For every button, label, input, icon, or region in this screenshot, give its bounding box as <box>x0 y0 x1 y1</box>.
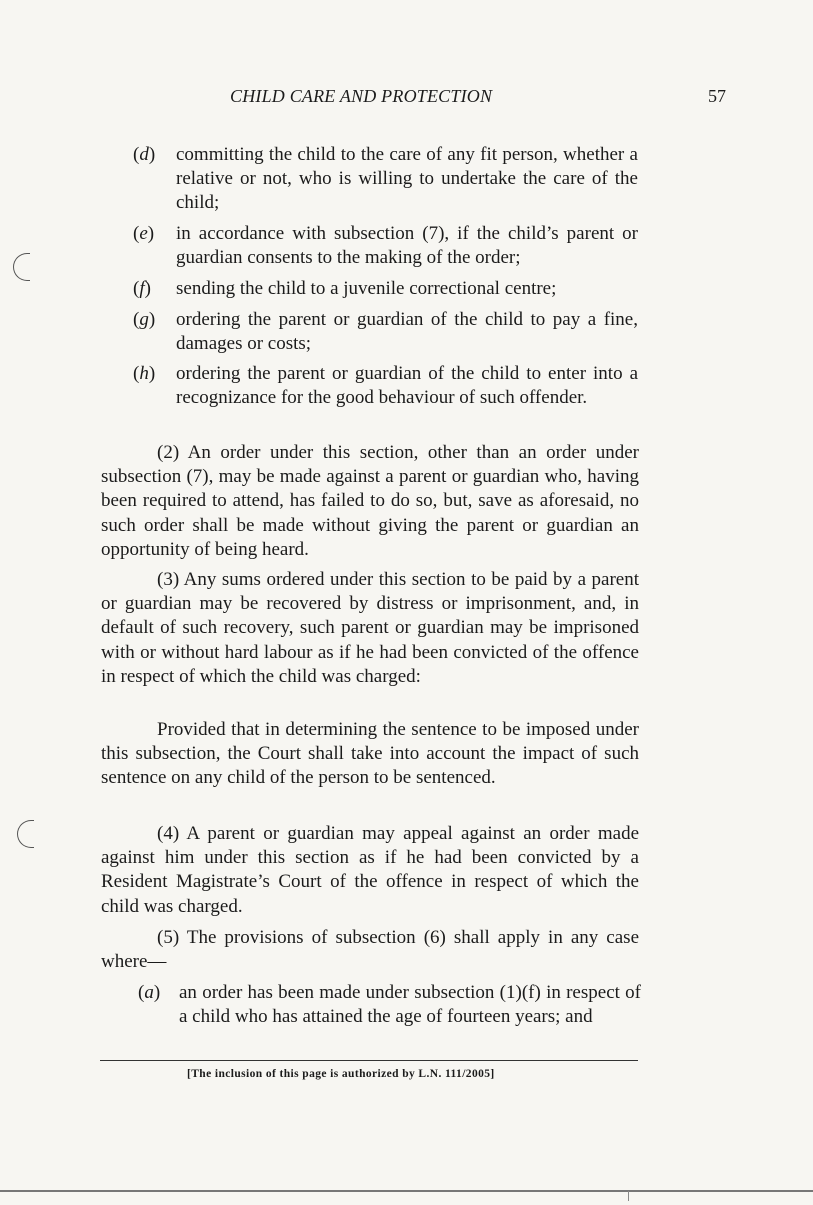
proviso-paragraph: Provided that in determining the sentence to be imposed under this subsection, the Court shall take into account the impact of such sentence on any child of the person to be sentenced. <box>101 719 639 789</box>
item-text: an order has been made under subsection (1)(f) in respect of a child who has attained the age of fourteen years; and <box>179 982 641 1027</box>
footer-note: [The inclusion of this page is authorized by L.N. 111/2005] <box>187 1068 495 1080</box>
list-item-e <box>133 222 638 270</box>
footer-divider <box>100 1060 638 1061</box>
list-item-d <box>133 143 638 215</box>
list-item-g <box>133 308 638 356</box>
paragraph-5: (5) The provisions of subsection (6) shall apply in any case where— <box>101 927 639 973</box>
paragraph-2: (2) An order under this section, other than an order under subsection (7), may be made against a parent or guardian who, having been required to attend, has failed to do so, but, save as aforesaid, no such order shall be made without giving the parent or guardian an opportunity of being heard. <box>101 442 639 560</box>
item-text: ordering the parent or guardian of the child to enter into a recognizance for the good behaviour of such offender. <box>176 363 638 408</box>
page-number: 57 <box>708 86 726 106</box>
paragraph-3: (3) Any sums ordered under this section to be paid by a parent or guardian may be recovered by distress or imprisonment, and, in default of such recovery, such parent or guardian may be imprisoned with or without hard labour as if he had been convicted of the offence in respect of which the child was charged: <box>101 569 639 687</box>
item-text: in accordance with subsection (7), if the child’s parent or guardian consents to the making of the order; <box>176 223 638 268</box>
binder-hole-mark <box>17 820 34 848</box>
list-item-a <box>138 981 641 1029</box>
item-marker: (d) <box>133 144 156 165</box>
item-marker: (h) <box>133 363 156 384</box>
list-item-h <box>133 362 638 410</box>
page-title: CHILD CARE AND PROTECTION <box>230 86 493 106</box>
item-marker: (e) <box>133 223 155 244</box>
item-marker: (a) <box>138 982 161 1003</box>
item-marker: (f) <box>133 278 151 299</box>
scan-edge-line <box>0 1190 813 1192</box>
scan-edge-tick <box>628 1191 629 1201</box>
item-text: committing the child to the care of any fit person, whether a relative or not, who is willing to undertake the care of the child; <box>176 144 638 213</box>
list-item-f <box>133 277 638 301</box>
item-marker: (g) <box>133 309 156 330</box>
binder-hole-mark <box>13 253 30 281</box>
paragraph-4: (4) A parent or guardian may appeal against an order made against him under this section as if he had been convicted by a Resident Magistrate’s Court of the offence in respect of which the child was charged. <box>101 823 639 917</box>
item-text: sending the child to a juvenile correctional centre; <box>176 278 557 299</box>
item-text: ordering the parent or guardian of the child to pay a fine, damages or costs; <box>176 309 638 354</box>
